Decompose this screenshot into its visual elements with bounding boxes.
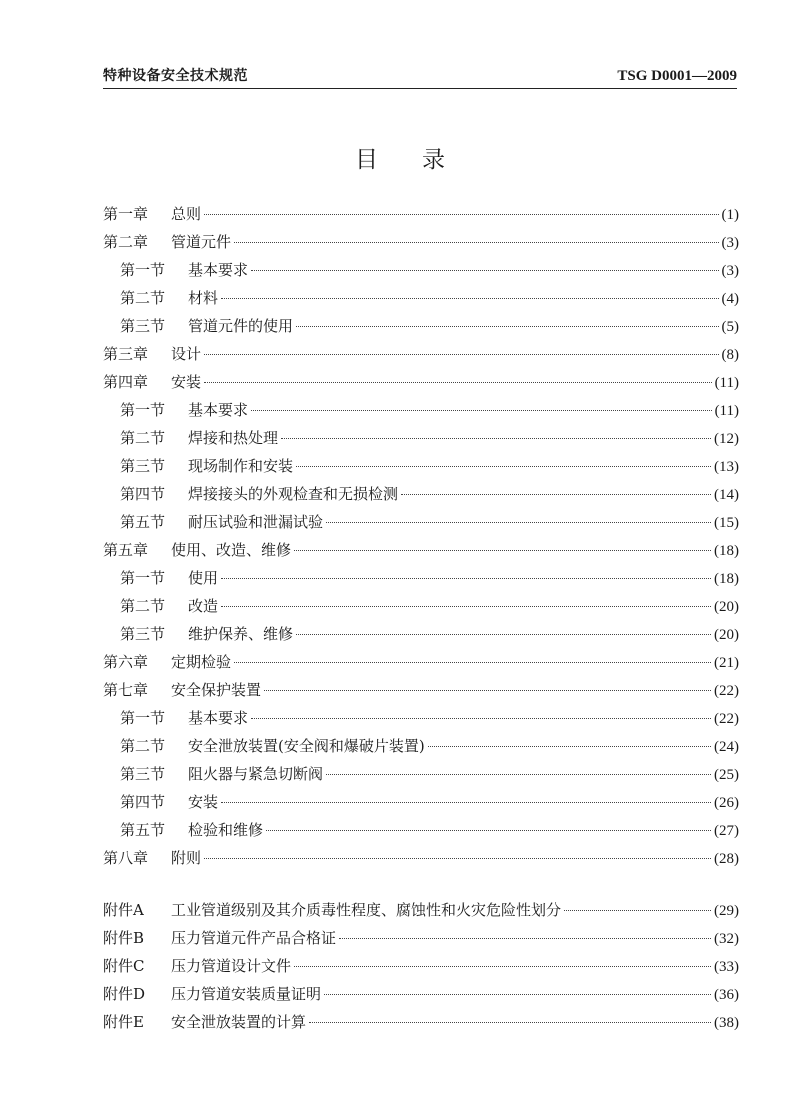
dot-leader	[324, 994, 711, 995]
toc-entry-page-number: (3)	[721, 235, 739, 251]
toc-entry-appendix[interactable]	[103, 1008, 739, 1036]
toc-entry-label: 第五章	[103, 541, 149, 559]
toc-entry-label: 附件A	[103, 901, 144, 919]
toc-entry-appendix[interactable]	[103, 952, 739, 980]
toc-entry-title: 基本要求	[188, 261, 249, 279]
toc-entry-label: 第一节	[120, 569, 166, 587]
dot-leader	[294, 966, 711, 967]
toc-entry-page-number: (29)	[714, 903, 739, 919]
table-of-contents	[103, 200, 739, 1036]
toc-entry-label: 第三节	[120, 457, 166, 475]
toc-entry-label: 第一节	[120, 709, 166, 727]
dot-leader	[326, 522, 711, 523]
toc-entry-page-number: (14)	[714, 487, 739, 503]
toc-entry-section[interactable]	[103, 424, 739, 452]
toc-entry-page-number: (12)	[714, 431, 739, 447]
toc-entry-chapter[interactable]	[103, 536, 739, 564]
dot-leader	[204, 382, 712, 383]
toc-entry-page-number: (4)	[721, 291, 739, 307]
toc-entry-section[interactable]	[103, 564, 739, 592]
toc-entry-title: 附则	[171, 849, 202, 867]
dot-leader	[326, 774, 711, 775]
toc-entry-title: 安全保护装置	[171, 681, 262, 699]
toc-entry-chapter[interactable]	[103, 676, 739, 704]
dot-leader	[294, 550, 711, 551]
toc-entry-page-number: (8)	[721, 347, 739, 363]
toc-entry-chapter[interactable]	[103, 200, 739, 228]
toc-entry-label: 第四章	[103, 373, 149, 391]
toc-entry-page-number: (26)	[714, 795, 739, 811]
toc-entry-title: 工业管道级别及其介质毒性程度、腐蚀性和火灾危险性划分	[171, 901, 562, 919]
toc-entry-section[interactable]	[103, 256, 739, 284]
toc-entry-chapter[interactable]	[103, 340, 739, 368]
toc-entry-label: 第四节	[120, 793, 166, 811]
toc-entry-title: 使用、改造、维修	[171, 541, 292, 559]
toc-entry-page-number: (21)	[714, 655, 739, 671]
toc-entry-chapter[interactable]	[103, 648, 739, 676]
dot-leader	[251, 718, 711, 719]
dot-leader	[251, 410, 712, 411]
dot-leader	[266, 830, 711, 831]
toc-entry-section[interactable]	[103, 312, 739, 340]
toc-entry-title: 现场制作和安装	[188, 457, 294, 475]
toc-entry-page-number: (11)	[714, 375, 739, 391]
toc-entry-appendix[interactable]	[103, 924, 739, 952]
toc-entry-page-number: (36)	[714, 987, 739, 1003]
toc-entry-section[interactable]	[103, 704, 739, 732]
toc-entry-title: 管道元件	[171, 233, 232, 251]
toc-entry-page-number: (20)	[714, 599, 739, 615]
toc-entry-chapter[interactable]	[103, 368, 739, 396]
toc-entry-section[interactable]	[103, 620, 739, 648]
dot-leader	[204, 214, 718, 215]
toc-entry-page-number: (5)	[721, 319, 739, 335]
toc-entry-label: 第五节	[120, 821, 166, 839]
dot-leader	[221, 606, 711, 607]
toc-entry-page-number: (32)	[714, 931, 739, 947]
toc-entry-section[interactable]	[103, 480, 739, 508]
toc-entry-page-number: (3)	[721, 263, 739, 279]
toc-entry-section[interactable]	[103, 452, 739, 480]
toc-entry-title: 基本要求	[188, 709, 249, 727]
toc-entry-section[interactable]	[103, 788, 739, 816]
toc-entry-page-number: (22)	[714, 683, 739, 699]
dot-leader	[309, 1022, 711, 1023]
toc-entry-title: 压力管道设计文件	[171, 957, 292, 975]
header-document-code: TSG D0001—2009	[617, 68, 737, 84]
toc-entry-label: 附件B	[103, 929, 145, 947]
toc-entry-label: 第一节	[120, 401, 166, 419]
toc-entry-label: 第一节	[120, 261, 166, 279]
toc-entry-label: 第三章	[103, 345, 149, 363]
toc-entry-section[interactable]	[103, 760, 739, 788]
toc-entry-title: 使用	[188, 569, 219, 587]
toc-entry-section[interactable]	[103, 732, 739, 760]
toc-entry-label: 第七章	[103, 681, 149, 699]
dot-leader	[204, 858, 711, 859]
dot-leader	[234, 242, 718, 243]
toc-entry-title: 材料	[188, 289, 219, 307]
dot-leader	[296, 634, 711, 635]
toc-entry-appendix[interactable]	[103, 896, 739, 924]
dot-leader	[221, 298, 718, 299]
dot-leader	[296, 466, 711, 467]
dot-leader	[234, 662, 711, 663]
toc-entry-page-number: (18)	[714, 571, 739, 587]
toc-entry-label: 第六章	[103, 653, 149, 671]
toc-entry-page-number: (13)	[714, 459, 739, 475]
toc-entry-label: 第四节	[120, 485, 166, 503]
toc-entry-label: 第三节	[120, 765, 166, 783]
dot-leader	[281, 438, 711, 439]
toc-entry-title: 定期检验	[171, 653, 232, 671]
toc-entry-label: 第一章	[103, 205, 149, 223]
toc-entry-page-number: (27)	[714, 823, 739, 839]
toc-entry-section[interactable]	[103, 592, 739, 620]
toc-entry-title: 压力管道元件产品合格证	[171, 929, 337, 947]
toc-heading: 目录	[355, 147, 489, 173]
dot-leader	[564, 910, 711, 911]
toc-entry-title: 焊接接头的外观检查和无损检测	[188, 485, 399, 503]
toc-entry-label: 第五节	[120, 513, 166, 531]
toc-entry-title: 设计	[171, 345, 202, 363]
dot-leader	[221, 802, 711, 803]
toc-entry-page-number: (1)	[721, 207, 739, 223]
toc-entry-title: 耐压试验和泄漏试验	[188, 513, 324, 531]
toc-entry-title: 改造	[188, 597, 219, 615]
toc-entry-title: 总则	[171, 205, 202, 223]
running-header	[103, 63, 737, 89]
toc-entry-label: 附件C	[103, 957, 145, 975]
toc-entry-title: 基本要求	[188, 401, 249, 419]
toc-entry-page-number: (28)	[714, 851, 739, 867]
toc-entry-title: 安装	[171, 373, 202, 391]
toc-entry-title: 焊接和热处理	[188, 429, 279, 447]
toc-entry-page-number: (33)	[714, 959, 739, 975]
dot-leader	[204, 354, 718, 355]
dot-leader	[428, 746, 711, 747]
toc-entry-page-number: (15)	[714, 515, 739, 531]
header-series-title: 特种设备安全技术规范	[103, 68, 248, 84]
toc-entry-label: 附件D	[103, 985, 146, 1003]
toc-entry-page-number: (11)	[714, 403, 739, 419]
dot-leader	[251, 270, 718, 271]
dot-leader	[264, 690, 711, 691]
toc-entry-title: 安全泄放装置(安全阀和爆破片装置)	[188, 737, 425, 755]
toc-entry-page-number: (18)	[714, 543, 739, 559]
toc-entry-section[interactable]	[103, 816, 739, 844]
toc-entry-page-number: (24)	[714, 739, 739, 755]
toc-entry-page-number: (25)	[714, 767, 739, 783]
toc-entry-title: 检验和维修	[188, 821, 264, 839]
toc-entry-title: 压力管道安装质量证明	[171, 985, 322, 1003]
toc-entry-title: 阻火器与紧急切断阀	[188, 765, 324, 783]
toc-entry-chapter[interactable]	[103, 844, 739, 872]
toc-entry-label: 第二节	[120, 737, 166, 755]
toc-entry-label: 附件E	[103, 1013, 144, 1031]
toc-entry-appendix[interactable]	[103, 980, 739, 1008]
dot-leader	[401, 494, 711, 495]
toc-entry-page-number: (20)	[714, 627, 739, 643]
toc-entry-label: 第三节	[120, 317, 166, 335]
toc-entry-title: 管道元件的使用	[188, 317, 294, 335]
toc-entry-title: 安装	[188, 793, 219, 811]
toc-entry-label: 第二节	[120, 597, 166, 615]
toc-entry-page-number: (38)	[714, 1015, 739, 1031]
toc-entry-section[interactable]	[103, 396, 739, 424]
toc-entry-label: 第八章	[103, 849, 149, 867]
toc-entry-title: 维护保养、维修	[188, 625, 294, 643]
toc-entry-title: 安全泄放装置的计算	[171, 1013, 307, 1031]
toc-entry-page-number: (22)	[714, 711, 739, 727]
toc-entry-label: 第二章	[103, 233, 149, 251]
dot-leader	[339, 938, 711, 939]
toc-entry-section[interactable]	[103, 508, 739, 536]
toc-entry-section[interactable]	[103, 284, 739, 312]
toc-entry-label: 第三节	[120, 625, 166, 643]
dot-leader	[296, 326, 718, 327]
toc-entry-chapter[interactable]	[103, 228, 739, 256]
dot-leader	[221, 578, 711, 579]
toc-entry-label: 第二节	[120, 289, 166, 307]
toc-entry-label: 第二节	[120, 429, 166, 447]
